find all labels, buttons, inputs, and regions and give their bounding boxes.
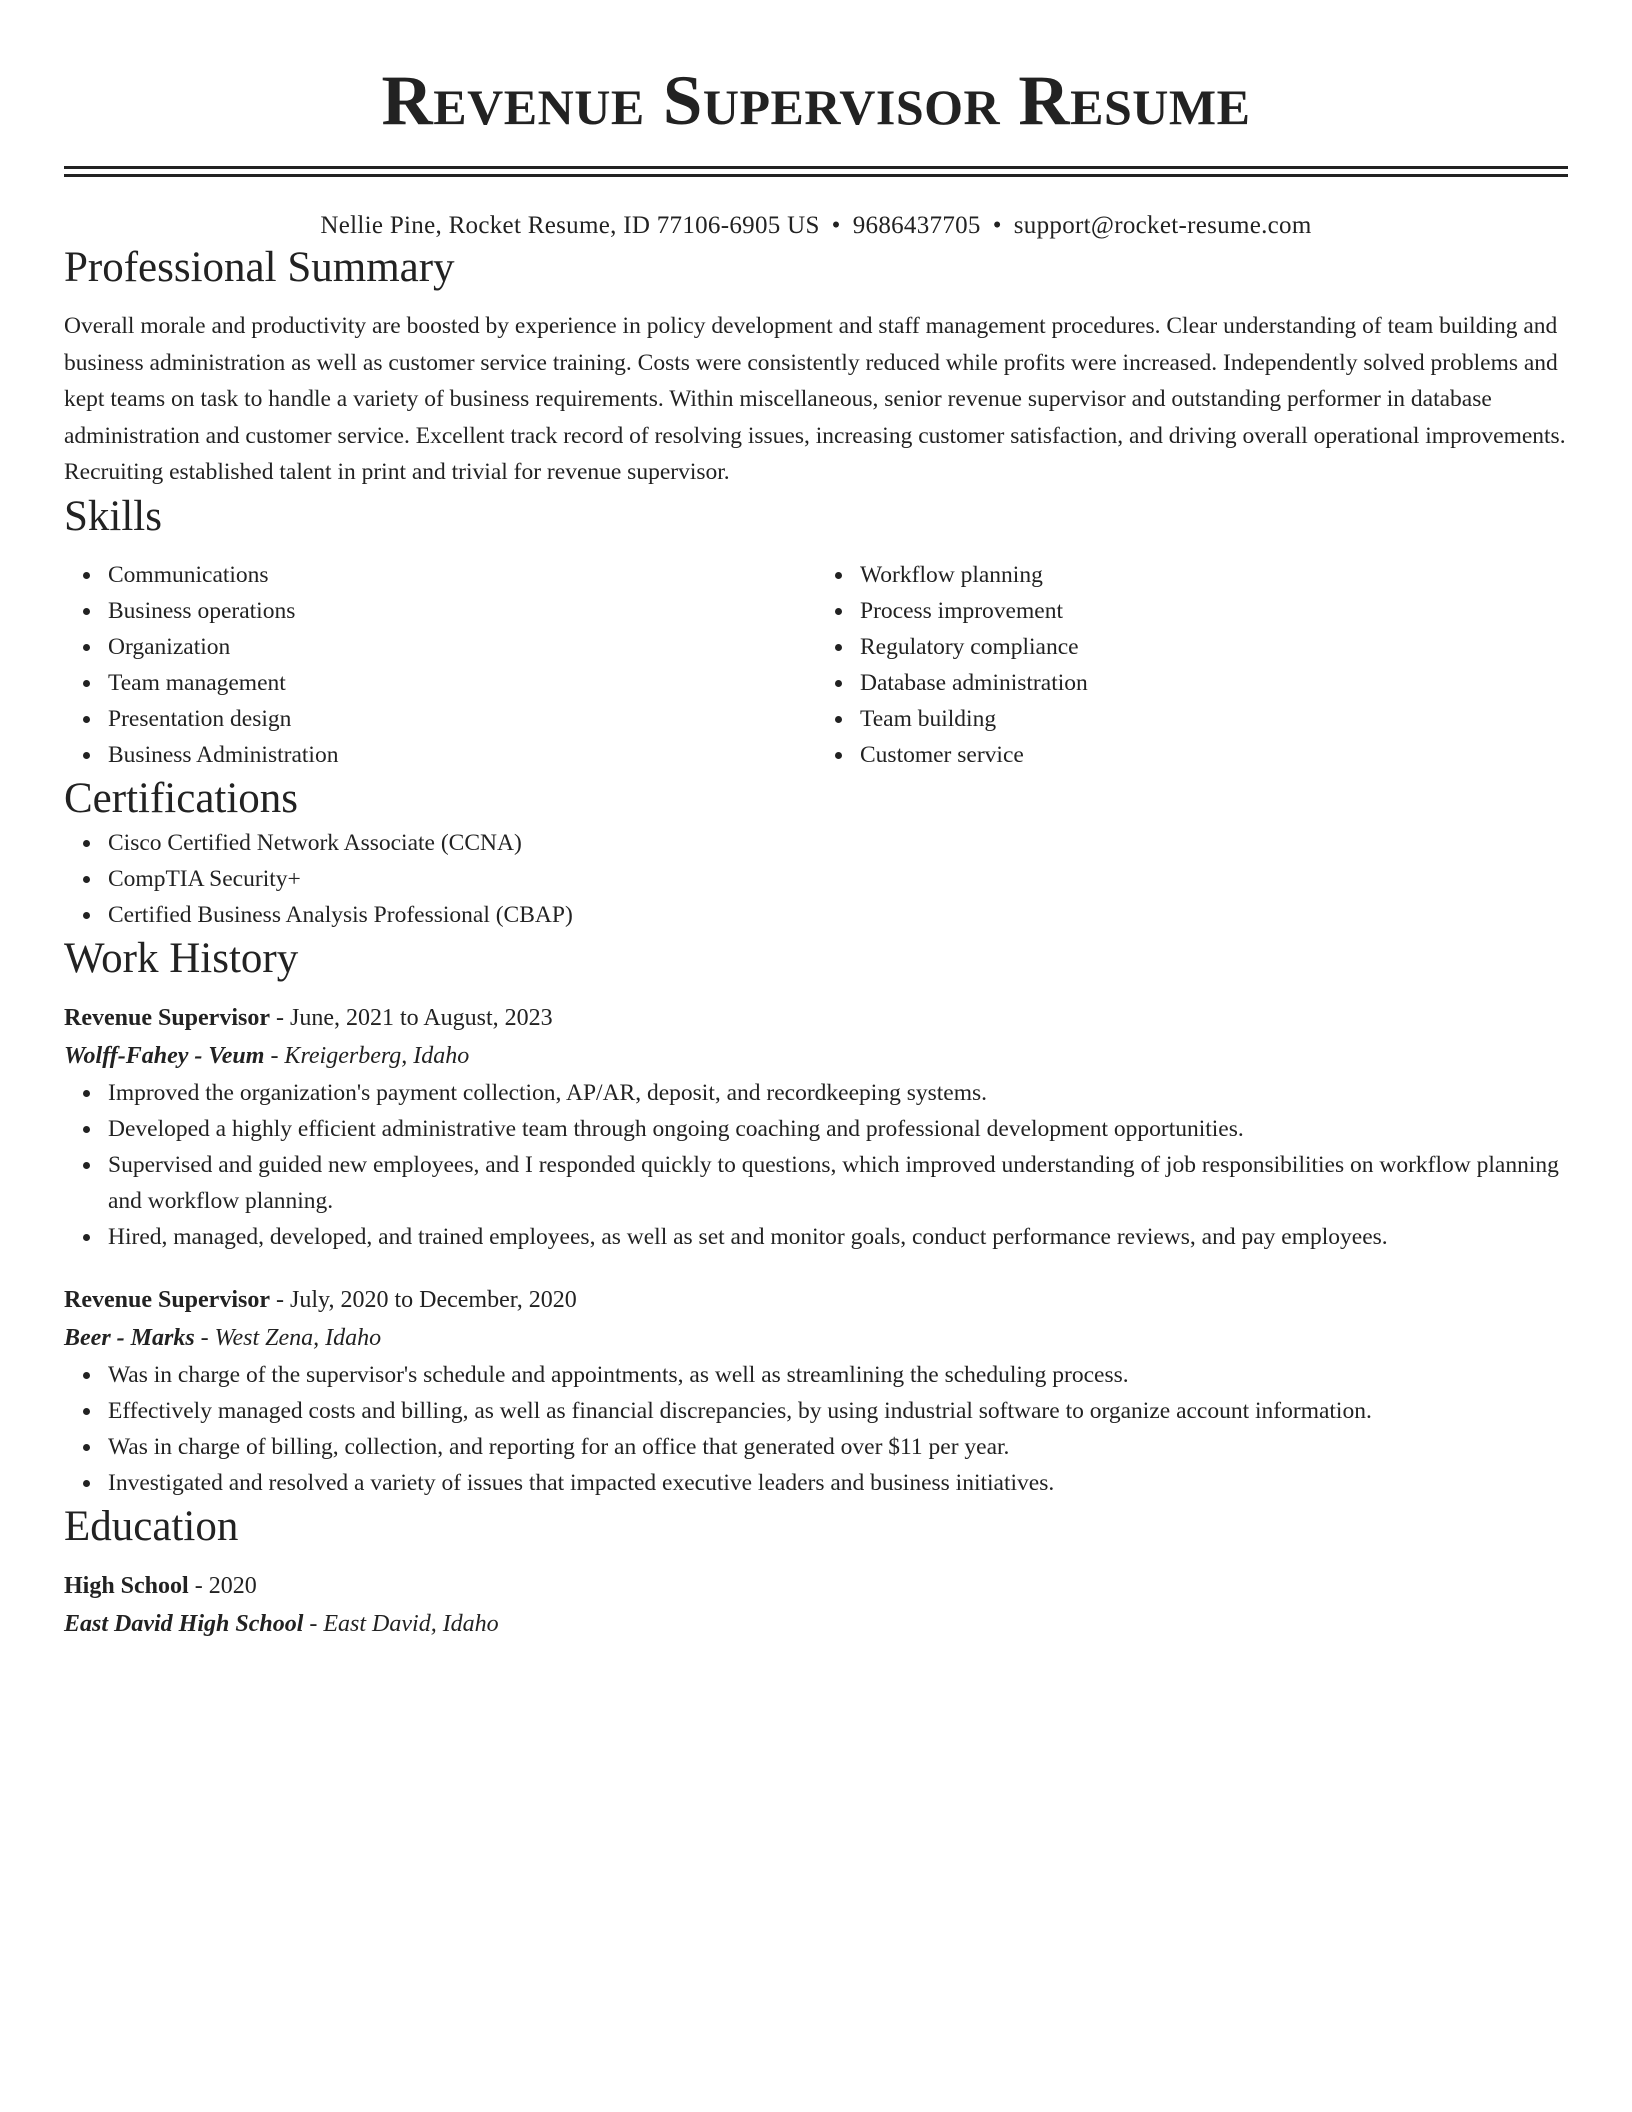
contact-address: Nellie Pine, Rocket Resume, ID 77106-6905 US	[320, 212, 820, 239]
duty-item: Was in charge of billing, collection, and reporting for an office that generated over $11 per year.	[108, 1429, 1568, 1465]
school-name: East David High School	[64, 1610, 304, 1637]
employer-name: Wolff-Fahey - Veum	[64, 1042, 265, 1069]
job-dates: - June, 2021 to August, 2023	[270, 1004, 553, 1031]
skill-item: Organization	[108, 629, 816, 665]
duty-item: Supervised and guided new employees, and I responded quickly to questions, which improved understanding of job responsibilities on workflow planning and workflow planning.	[108, 1147, 1568, 1219]
skill-item: Regulatory compliance	[860, 629, 1568, 665]
job-title-line	[64, 999, 1568, 1037]
skill-item: Presentation design	[108, 701, 816, 737]
duty-item: Developed a highly efficient administrative team through ongoing coaching and professional development opportunities.	[108, 1111, 1568, 1147]
job-duties	[64, 1075, 1568, 1255]
skill-item: Business Administration	[108, 737, 816, 773]
employer-line	[64, 1319, 1568, 1357]
certifications-list	[64, 825, 1568, 933]
degree-line	[64, 1567, 1568, 1605]
duty-item: Investigated and resolved a variety of issues that impacted executive leaders and business initiatives.	[108, 1465, 1568, 1501]
contact-email[interactable]: support@rocket-resume.com	[1013, 212, 1312, 239]
title-divider	[64, 166, 1568, 177]
employer-name: Beer - Marks	[64, 1324, 195, 1351]
work-history-heading: Work History	[64, 934, 299, 982]
education-heading: Education	[64, 1502, 239, 1550]
degree: High School	[64, 1572, 189, 1599]
skills-column-right	[816, 557, 1568, 773]
page-title: Revenue Supervisor Resume	[381, 62, 1251, 140]
skill-item: Workflow planning	[860, 557, 1568, 593]
employer-location: - Kreigerberg, Idaho	[264, 1042, 470, 1069]
job-title: Revenue Supervisor	[64, 1004, 270, 1031]
job-dates: - July, 2020 to December, 2020	[270, 1286, 577, 1313]
job-entry	[64, 999, 1568, 1255]
job-entry	[64, 1281, 1568, 1501]
contact-separator: •	[831, 212, 841, 239]
skill-item: Communications	[108, 557, 816, 593]
job-title-line	[64, 1281, 1568, 1319]
school-line	[64, 1605, 1568, 1643]
summary-text: Overall morale and productivity are boosted by experience in policy development and staff management procedures. Clear understanding of team building and business administration as well as customer service training. Costs were consistently reduced while profits were increased. Independently solved problems and kept teams on task to handle a variety of business requirements. Within miscellaneous, senior revenue supervisor and outstanding performer in database administration and customer service. Excellent track record of resolving issues, increasing customer satisfaction, and driving overall operational improvements. Recruiting established talent in print and trivial for revenue supervisor.	[64, 313, 1566, 485]
certification-item: CompTIA Security+	[108, 861, 1568, 897]
job-title: Revenue Supervisor	[64, 1286, 270, 1313]
duty-item: Improved the organization's payment collection, AP/AR, deposit, and recordkeeping systems.	[108, 1075, 1568, 1111]
skill-item: Database administration	[860, 665, 1568, 701]
duty-item: Was in charge of the supervisor's schedule and appointments, as well as streamlining the scheduling process.	[108, 1357, 1568, 1393]
duty-item: Hired, managed, developed, and trained employees, as well as set and monitor goals, conduct performance reviews, and pay employees.	[108, 1219, 1568, 1255]
school-location: - East David, Idaho	[303, 1610, 499, 1637]
certification-item: Cisco Certified Network Associate (CCNA)	[108, 825, 1568, 861]
skill-item: Team building	[860, 701, 1568, 737]
employer-line	[64, 1037, 1568, 1075]
skill-item: Process improvement	[860, 593, 1568, 629]
certifications-heading: Certifications	[64, 774, 299, 822]
skills-heading: Skills	[64, 492, 162, 540]
employer-location: - West Zena, Idaho	[194, 1324, 382, 1351]
contact-phone: 9686437705	[852, 212, 981, 239]
summary-heading: Professional Summary	[64, 244, 455, 291]
skill-item: Team management	[108, 665, 816, 701]
skills-list	[64, 557, 1568, 773]
duty-item: Effectively managed costs and billing, as well as financial discrepancies, by using industrial software to organize account information.	[108, 1393, 1568, 1429]
skills-column-left	[64, 557, 816, 773]
job-duties	[64, 1357, 1568, 1501]
skill-item: Customer service	[860, 737, 1568, 773]
contact-line	[64, 210, 1568, 242]
degree-year: - 2020	[188, 1572, 257, 1599]
contact-separator: •	[992, 212, 1002, 239]
certification-item: Certified Business Analysis Professional (CBAP)	[108, 897, 1568, 933]
skill-item: Business operations	[108, 593, 816, 629]
